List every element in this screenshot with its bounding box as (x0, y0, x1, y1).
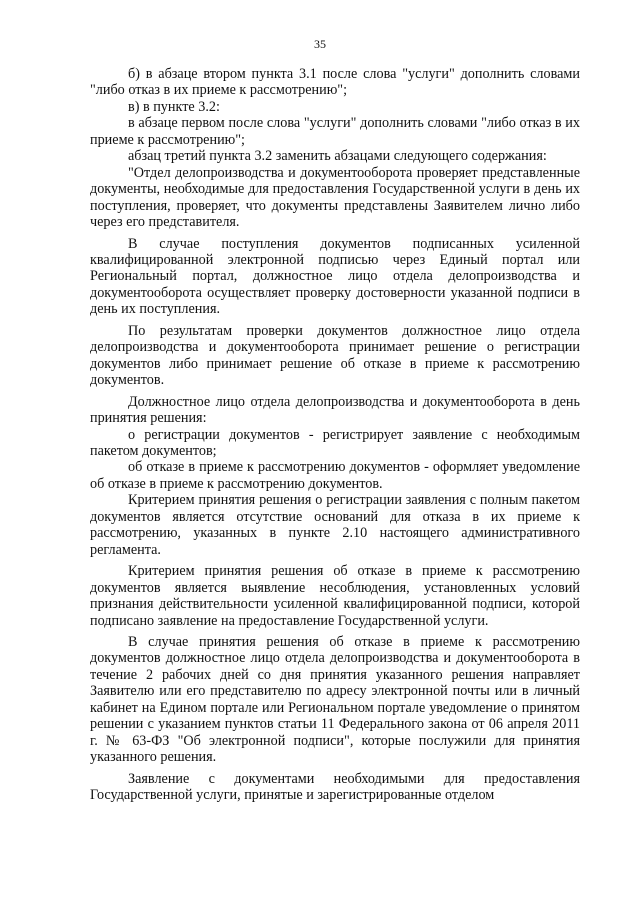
page-number: 35 (314, 37, 326, 51)
paragraph-10: об отказе в приеме к рассмотрению документов - оформляет уведомление об отказе в приеме к рассмотрению документов. (90, 459, 580, 492)
paragraph-3: в абзаце первом после слова "услуги" дополнить словами "либо отказ в их приеме к рассмотрению"; (90, 115, 580, 148)
paragraph-8: Должностное лицо отдела делопроизводства и документооборота в день принятия решения: (90, 393, 580, 427)
paragraph-12: Критерием принятия решения об отказе в приеме к рассмотрению документов является выявление несоблюдения, установленных условий признания действительности усиленной квалифицированной подписи, которой подписано заявление на предоставление Государственной услуги. (90, 563, 580, 629)
paragraph-7: По результатам проверки документов должностное лицо отдела делопроизводства и документооборота принимает решение о регистрации документов либо принимает решение об отказе в приеме к рассмотрению документов. (90, 322, 580, 389)
paragraph-13: В случае принятия решения об отказе в приеме к рассмотрению документов должностное лицо отдела делопроизводства и документооборота в течение 2 рабочих дней со дня принятия указанного решения направляет Заявителю или его представителю по адресу электронной почты или в личный кабинет на Едином портале или Региональном портале уведомление о принятом решении с указанием пунктов статьи 11 Федерального закона от 06 апреля 2011 г. № 63-ФЗ "Об электронной подписи", которые послужили для принятия указанного решения. (90, 633, 580, 766)
paragraph-11: Критерием принятия решения о регистрации заявления с полным пакетом документов является отсутствие оснований для отказа в их приеме к рассмотрению, указанных в пункте 2.10 настоящего административного регламента. (90, 492, 580, 558)
paragraph-4: абзац третий пункта 3.2 заменить абзацами следующего содержания: (128, 148, 547, 165)
paragraph-14: Заявление с документами необходимыми для предоставления Государственной услуги, принятые и зарегистрированные отделом (90, 770, 580, 804)
paragraph-6: В случае поступления документов подписанных усиленной квалифицированной электронной подписью через Единый портал или Региональный портал, должностное лицо отдела делопроизводства и документооборота осуществляет проверку достоверности указанной подписи в день их поступления. (90, 235, 580, 318)
paragraph-9: о регистрации документов - регистрирует заявление с необходимым пакетом документов; (90, 426, 580, 459)
paragraph-2: в) в пункте 3.2: (128, 98, 220, 115)
paragraph-5: "Отдел делопроизводства и документооборота проверяет представленные документы, необходимые для предоставления Государственной услуги в день их поступления, проверяет, что документы представлены Заявителем лично либо через его представителя. (90, 164, 580, 231)
body-text (90, 66, 580, 803)
paragraph-1: б) в абзаце втором пункта 3.1 после слова "услуги" дополнить словами "либо отказ в их приеме к рассмотрению"; (90, 66, 580, 99)
